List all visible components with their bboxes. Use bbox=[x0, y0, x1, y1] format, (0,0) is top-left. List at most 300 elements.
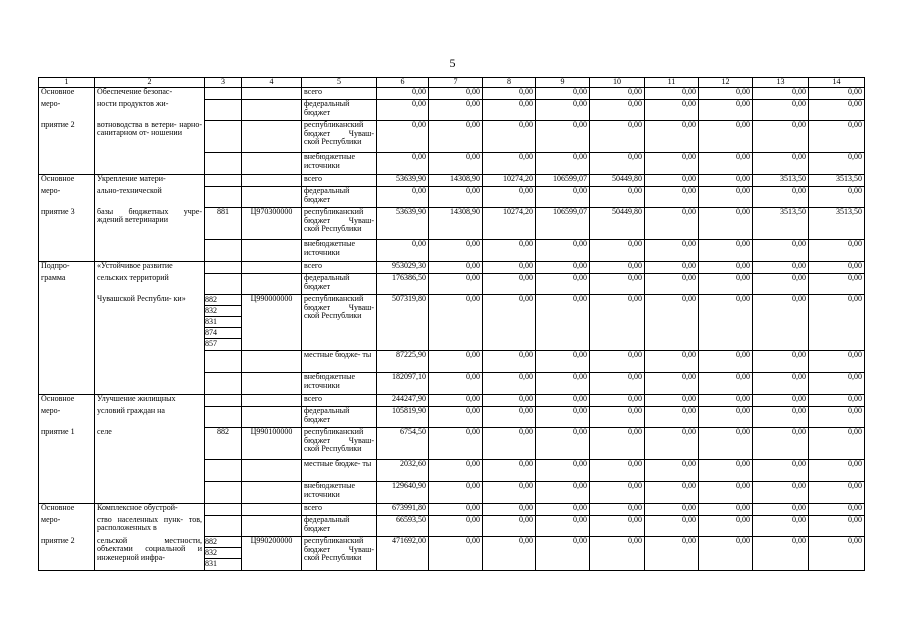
event-name-cell: вотноводства в ветери- нарно-санитарном от- ношении bbox=[95, 121, 205, 153]
value-cell: 0,00 bbox=[590, 295, 645, 351]
event-type-cell bbox=[39, 460, 95, 482]
value-cell: 176386,50 bbox=[377, 274, 429, 295]
target-code-cell bbox=[242, 407, 302, 428]
value-cell: 2032,60 bbox=[377, 460, 429, 482]
value-cell: 0,00 bbox=[645, 295, 699, 351]
target-code-cell bbox=[242, 351, 302, 373]
source-cell: федеральный бюджет bbox=[302, 516, 377, 537]
event-type-cell: меро- bbox=[39, 187, 95, 208]
source-cell: федеральный бюджет bbox=[302, 100, 377, 121]
code-cell bbox=[205, 274, 242, 295]
value-cell: 0,00 bbox=[483, 428, 536, 460]
source-cell: федеральный бюджет bbox=[302, 274, 377, 295]
value-cell: 0,00 bbox=[645, 482, 699, 504]
value-cell: 0,00 bbox=[699, 295, 753, 351]
code-cell bbox=[205, 187, 242, 208]
value-cell: 0,00 bbox=[483, 100, 536, 121]
source-cell: всего bbox=[302, 175, 377, 187]
code-cell bbox=[205, 88, 242, 100]
target-code-cell: Ц970300000 bbox=[242, 208, 302, 240]
value-cell: 0,00 bbox=[809, 88, 865, 100]
header-cell: 3 bbox=[205, 78, 242, 88]
code-cell bbox=[205, 121, 242, 153]
value-cell: 0,00 bbox=[699, 537, 753, 571]
value-cell: 471692,00 bbox=[377, 537, 429, 571]
event-type-cell bbox=[39, 240, 95, 262]
value-cell: 0,00 bbox=[699, 407, 753, 428]
code-cell bbox=[205, 460, 242, 482]
value-cell: 0,00 bbox=[590, 240, 645, 262]
value-cell: 0,00 bbox=[536, 504, 590, 516]
value-cell: 0,00 bbox=[809, 240, 865, 262]
value-cell: 0,00 bbox=[699, 187, 753, 208]
value-cell: 0,00 bbox=[699, 351, 753, 373]
event-name-cell: сельской местности, объектами социальной и инженерной инфра- bbox=[95, 537, 205, 571]
event-name-cell: селе bbox=[95, 428, 205, 460]
event-name-cell: Улучшение жилищных bbox=[95, 395, 205, 407]
event-type-cell: меро- bbox=[39, 100, 95, 121]
value-cell: 3513,50 bbox=[753, 175, 809, 187]
value-cell: 0,00 bbox=[753, 428, 809, 460]
value-cell: 0,00 bbox=[645, 240, 699, 262]
event-name-cell: Комплексное обустрой- bbox=[95, 504, 205, 516]
value-cell: 0,00 bbox=[483, 516, 536, 537]
value-cell: 0,00 bbox=[536, 395, 590, 407]
table-row bbox=[39, 460, 865, 482]
value-cell: 0,00 bbox=[645, 175, 699, 187]
table-row bbox=[39, 121, 865, 153]
value-cell: 0,00 bbox=[377, 187, 429, 208]
value-cell: 0,00 bbox=[536, 373, 590, 395]
value-cell: 0,00 bbox=[483, 121, 536, 153]
table-row bbox=[39, 187, 865, 208]
table-row bbox=[39, 208, 865, 240]
code-cell bbox=[205, 516, 242, 537]
table-row bbox=[39, 504, 865, 516]
target-code-cell bbox=[242, 482, 302, 504]
value-cell: 0,00 bbox=[483, 351, 536, 373]
event-name-cell: «Устойчивое развитие bbox=[95, 262, 205, 274]
value-cell: 0,00 bbox=[429, 121, 483, 153]
value-cell: 0,00 bbox=[483, 373, 536, 395]
code-value: 882 bbox=[205, 295, 241, 306]
target-code-cell bbox=[242, 460, 302, 482]
value-cell: 0,00 bbox=[429, 407, 483, 428]
value-cell: 0,00 bbox=[645, 504, 699, 516]
value-cell: 0,00 bbox=[809, 295, 865, 351]
value-cell: 0,00 bbox=[645, 153, 699, 175]
target-code-cell bbox=[242, 88, 302, 100]
source-cell: внебюджетные источники bbox=[302, 482, 377, 504]
value-cell: 10274,20 bbox=[483, 175, 536, 187]
code-cell bbox=[205, 240, 242, 262]
value-cell: 0,00 bbox=[483, 295, 536, 351]
target-code-cell bbox=[242, 504, 302, 516]
value-cell: 0,00 bbox=[699, 153, 753, 175]
event-name-cell bbox=[95, 153, 205, 175]
event-name-cell bbox=[95, 240, 205, 262]
event-type-cell: меро- bbox=[39, 516, 95, 537]
value-cell: 0,00 bbox=[809, 428, 865, 460]
header-cell: 12 bbox=[699, 78, 753, 88]
header-cell: 4 bbox=[242, 78, 302, 88]
source-cell: республиканский бюджет Чуваш- ской Республики bbox=[302, 428, 377, 460]
value-cell: 0,00 bbox=[483, 504, 536, 516]
value-cell: 0,00 bbox=[590, 121, 645, 153]
value-cell: 0,00 bbox=[429, 460, 483, 482]
value-cell: 0,00 bbox=[753, 240, 809, 262]
header-cell: 8 bbox=[483, 78, 536, 88]
event-type-cell: приятие 2 bbox=[39, 537, 95, 571]
value-cell: 129640,90 bbox=[377, 482, 429, 504]
value-cell: 0,00 bbox=[483, 537, 536, 571]
value-cell: 0,00 bbox=[536, 295, 590, 351]
value-cell: 0,00 bbox=[645, 537, 699, 571]
table-row bbox=[39, 153, 865, 175]
value-cell: 507319,80 bbox=[377, 295, 429, 351]
table-row bbox=[39, 351, 865, 373]
event-name-cell bbox=[95, 482, 205, 504]
table-row bbox=[39, 88, 865, 100]
target-code-cell bbox=[242, 274, 302, 295]
code-cell bbox=[205, 262, 242, 274]
value-cell: 0,00 bbox=[536, 351, 590, 373]
value-cell: 105819,90 bbox=[377, 407, 429, 428]
value-cell: 53639,90 bbox=[377, 175, 429, 187]
value-cell: 0,00 bbox=[699, 428, 753, 460]
target-code-cell bbox=[242, 516, 302, 537]
value-cell: 0,00 bbox=[590, 373, 645, 395]
value-cell: 0,00 bbox=[699, 100, 753, 121]
source-cell: местные бюдже- ты bbox=[302, 460, 377, 482]
target-code-cell bbox=[242, 175, 302, 187]
table-row bbox=[39, 262, 865, 274]
target-code-cell bbox=[242, 240, 302, 262]
value-cell: 0,00 bbox=[590, 187, 645, 208]
value-cell: 0,00 bbox=[429, 88, 483, 100]
value-cell: 0,00 bbox=[536, 516, 590, 537]
value-cell: 244247,90 bbox=[377, 395, 429, 407]
event-name-cell: базы бюджетных учре- ждений ветеринарии bbox=[95, 208, 205, 240]
source-cell: республиканский бюджет Чуваш- ской Республики bbox=[302, 295, 377, 351]
value-cell: 0,00 bbox=[699, 504, 753, 516]
event-type-cell bbox=[39, 153, 95, 175]
value-cell: 0,00 bbox=[809, 516, 865, 537]
target-code-cell bbox=[242, 373, 302, 395]
code-cell bbox=[205, 351, 242, 373]
event-name-cell: ство населенных пунк- тов, расположенных в bbox=[95, 516, 205, 537]
code-cell bbox=[205, 175, 242, 187]
value-cell: 0,00 bbox=[753, 373, 809, 395]
table-row bbox=[39, 395, 865, 407]
value-cell: 0,00 bbox=[645, 516, 699, 537]
value-cell: 0,00 bbox=[377, 100, 429, 121]
value-cell: 0,00 bbox=[536, 262, 590, 274]
value-cell: 0,00 bbox=[645, 428, 699, 460]
event-type-cell bbox=[39, 295, 95, 351]
event-type-cell: приятие 2 bbox=[39, 121, 95, 153]
event-name-cell bbox=[95, 351, 205, 373]
value-cell: 0,00 bbox=[809, 460, 865, 482]
value-cell: 14308,90 bbox=[429, 175, 483, 187]
value-cell: 0,00 bbox=[429, 482, 483, 504]
value-cell: 0,00 bbox=[536, 482, 590, 504]
value-cell: 953029,30 bbox=[377, 262, 429, 274]
value-cell: 0,00 bbox=[645, 351, 699, 373]
value-cell: 0,00 bbox=[590, 428, 645, 460]
value-cell: 0,00 bbox=[645, 407, 699, 428]
event-type-cell: Основное bbox=[39, 395, 95, 407]
value-cell: 0,00 bbox=[753, 482, 809, 504]
value-cell: 182097,10 bbox=[377, 373, 429, 395]
table-row bbox=[39, 373, 865, 395]
budget-table bbox=[38, 77, 865, 571]
value-cell: 0,00 bbox=[753, 295, 809, 351]
table-row bbox=[39, 516, 865, 537]
value-cell: 0,00 bbox=[483, 240, 536, 262]
value-cell: 0,00 bbox=[590, 516, 645, 537]
value-cell: 0,00 bbox=[699, 175, 753, 187]
value-cell: 0,00 bbox=[590, 262, 645, 274]
value-cell: 0,00 bbox=[753, 504, 809, 516]
event-type-cell: приятие 3 bbox=[39, 208, 95, 240]
event-type-cell: приятие 1 bbox=[39, 428, 95, 460]
value-cell: 0,00 bbox=[753, 460, 809, 482]
value-cell: 0,00 bbox=[645, 262, 699, 274]
event-type-cell bbox=[39, 373, 95, 395]
value-cell: 673991,80 bbox=[377, 504, 429, 516]
header-cell: 7 bbox=[429, 78, 483, 88]
source-cell: федеральный бюджет bbox=[302, 187, 377, 208]
value-cell: 0,00 bbox=[809, 187, 865, 208]
value-cell: 106599,07 bbox=[536, 175, 590, 187]
header-cell: 2 bbox=[95, 78, 205, 88]
table-row bbox=[39, 274, 865, 295]
value-cell: 0,00 bbox=[645, 373, 699, 395]
value-cell: 0,00 bbox=[429, 153, 483, 175]
value-cell: 0,00 bbox=[536, 274, 590, 295]
code-cell: 882 bbox=[205, 428, 242, 460]
value-cell: 0,00 bbox=[753, 262, 809, 274]
value-cell: 0,00 bbox=[590, 460, 645, 482]
code-cell bbox=[205, 153, 242, 175]
event-name-cell: Обеспечение безопас- bbox=[95, 88, 205, 100]
value-cell: 50449,80 bbox=[590, 175, 645, 187]
value-cell: 0,00 bbox=[590, 100, 645, 121]
value-cell: 66593,50 bbox=[377, 516, 429, 537]
code-value: 832 bbox=[205, 306, 241, 317]
code-value: 882 bbox=[205, 537, 241, 548]
header-cell: 13 bbox=[753, 78, 809, 88]
value-cell: 0,00 bbox=[645, 121, 699, 153]
value-cell: 0,00 bbox=[483, 395, 536, 407]
source-cell: всего bbox=[302, 395, 377, 407]
value-cell: 0,00 bbox=[429, 274, 483, 295]
table-row bbox=[39, 240, 865, 262]
value-cell: 0,00 bbox=[429, 504, 483, 516]
value-cell: 0,00 bbox=[590, 407, 645, 428]
value-cell: 0,00 bbox=[590, 395, 645, 407]
source-cell: всего bbox=[302, 88, 377, 100]
value-cell: 0,00 bbox=[536, 88, 590, 100]
value-cell: 6754,50 bbox=[377, 428, 429, 460]
value-cell: 0,00 bbox=[536, 153, 590, 175]
value-cell: 0,00 bbox=[809, 407, 865, 428]
value-cell: 0,00 bbox=[645, 460, 699, 482]
code-value: 831 bbox=[205, 559, 217, 568]
code-cell bbox=[205, 504, 242, 516]
value-cell: 0,00 bbox=[536, 460, 590, 482]
value-cell: 0,00 bbox=[645, 187, 699, 208]
value-cell: 0,00 bbox=[699, 240, 753, 262]
source-cell: федеральный бюджет bbox=[302, 407, 377, 428]
value-cell: 0,00 bbox=[809, 153, 865, 175]
code-value: 832 bbox=[205, 548, 241, 559]
value-cell: 3513,50 bbox=[809, 175, 865, 187]
source-cell: республиканский бюджет Чуваш- ской Республики bbox=[302, 121, 377, 153]
value-cell: 0,00 bbox=[536, 240, 590, 262]
value-cell: 14308,90 bbox=[429, 208, 483, 240]
value-cell: 0,00 bbox=[645, 208, 699, 240]
value-cell: 0,00 bbox=[809, 274, 865, 295]
event-type-cell: грамма bbox=[39, 274, 95, 295]
header-cell: 10 bbox=[590, 78, 645, 88]
value-cell: 0,00 bbox=[699, 516, 753, 537]
value-cell: 0,00 bbox=[753, 537, 809, 571]
value-cell: 0,00 bbox=[483, 88, 536, 100]
value-cell: 0,00 bbox=[753, 153, 809, 175]
table-row bbox=[39, 100, 865, 121]
table-row bbox=[39, 482, 865, 504]
source-cell: местные бюдже- ты bbox=[302, 351, 377, 373]
value-cell: 87225,90 bbox=[377, 351, 429, 373]
event-type-cell: меро- bbox=[39, 407, 95, 428]
event-name-cell bbox=[95, 460, 205, 482]
header-cell: 9 bbox=[536, 78, 590, 88]
code-cell bbox=[205, 373, 242, 395]
value-cell: 0,00 bbox=[429, 428, 483, 460]
value-cell: 0,00 bbox=[809, 395, 865, 407]
value-cell: 0,00 bbox=[809, 100, 865, 121]
event-type-cell: Основное bbox=[39, 175, 95, 187]
target-code-cell: Ц990200000 bbox=[242, 537, 302, 571]
value-cell: 0,00 bbox=[590, 482, 645, 504]
value-cell: 0,00 bbox=[753, 274, 809, 295]
value-cell: 0,00 bbox=[699, 88, 753, 100]
value-cell: 0,00 bbox=[590, 351, 645, 373]
value-cell: 0,00 bbox=[753, 88, 809, 100]
event-name-cell: Укрепление матери- bbox=[95, 175, 205, 187]
source-cell: республиканский бюджет Чуваш- ской Республики bbox=[302, 537, 377, 571]
value-cell: 0,00 bbox=[753, 516, 809, 537]
value-cell: 0,00 bbox=[429, 516, 483, 537]
value-cell: 0,00 bbox=[536, 407, 590, 428]
value-cell: 106599,07 bbox=[536, 208, 590, 240]
value-cell: 0,00 bbox=[429, 240, 483, 262]
value-cell: 0,00 bbox=[753, 407, 809, 428]
value-cell: 0,00 bbox=[429, 262, 483, 274]
source-cell: всего bbox=[302, 504, 377, 516]
value-cell: 0,00 bbox=[699, 208, 753, 240]
source-cell: республиканский бюджет Чуваш- ской Республики bbox=[302, 208, 377, 240]
value-cell: 0,00 bbox=[429, 100, 483, 121]
value-cell: 0,00 bbox=[699, 395, 753, 407]
source-cell: внебюджетные источники bbox=[302, 153, 377, 175]
header-cell: 11 bbox=[645, 78, 699, 88]
value-cell: 0,00 bbox=[753, 121, 809, 153]
value-cell: 0,00 bbox=[809, 537, 865, 571]
value-cell: 0,00 bbox=[483, 482, 536, 504]
value-cell: 0,00 bbox=[809, 504, 865, 516]
header-cell: 5 bbox=[302, 78, 377, 88]
value-cell: 50449,80 bbox=[590, 208, 645, 240]
value-cell: 0,00 bbox=[645, 88, 699, 100]
code-cell bbox=[205, 482, 242, 504]
event-type-cell: Основное bbox=[39, 504, 95, 516]
value-cell: 0,00 bbox=[536, 428, 590, 460]
table-row bbox=[39, 175, 865, 187]
value-cell: 10274,20 bbox=[483, 208, 536, 240]
value-cell: 0,00 bbox=[753, 395, 809, 407]
value-cell: 0,00 bbox=[645, 100, 699, 121]
value-cell: 0,00 bbox=[645, 395, 699, 407]
value-cell: 0,00 bbox=[809, 482, 865, 504]
target-code-cell bbox=[242, 153, 302, 175]
code-cell bbox=[205, 100, 242, 121]
value-cell: 0,00 bbox=[699, 262, 753, 274]
value-cell: 3513,50 bbox=[753, 208, 809, 240]
value-cell: 0,00 bbox=[429, 537, 483, 571]
value-cell: 0,00 bbox=[590, 504, 645, 516]
target-code-cell: Ц990000000 bbox=[242, 295, 302, 351]
value-cell: 0,00 bbox=[536, 187, 590, 208]
code-cell bbox=[205, 407, 242, 428]
header-cell: 1 bbox=[39, 78, 95, 88]
value-cell: 0,00 bbox=[699, 482, 753, 504]
event-name-cell: ально-технической bbox=[95, 187, 205, 208]
event-type-cell: Основное bbox=[39, 88, 95, 100]
value-cell: 0,00 bbox=[590, 537, 645, 571]
value-cell: 0,00 bbox=[429, 187, 483, 208]
target-code-cell bbox=[242, 121, 302, 153]
table-row bbox=[39, 407, 865, 428]
page-number: 5 bbox=[449, 56, 456, 70]
source-cell: всего bbox=[302, 262, 377, 274]
value-cell: 0,00 bbox=[483, 407, 536, 428]
value-cell: 0,00 bbox=[645, 274, 699, 295]
code-cell bbox=[205, 295, 242, 351]
source-cell: внебюджетные источники bbox=[302, 373, 377, 395]
value-cell: 0,00 bbox=[483, 187, 536, 208]
source-cell: внебюджетные источники bbox=[302, 240, 377, 262]
table-row bbox=[39, 537, 865, 571]
code-cell bbox=[205, 395, 242, 407]
value-cell: 0,00 bbox=[699, 460, 753, 482]
code-value: 874 bbox=[205, 328, 241, 339]
event-type-cell bbox=[39, 482, 95, 504]
event-type-cell: Подпро- bbox=[39, 262, 95, 274]
value-cell: 0,00 bbox=[483, 274, 536, 295]
table-row bbox=[39, 295, 865, 351]
event-type-cell bbox=[39, 351, 95, 373]
value-cell: 0,00 bbox=[536, 100, 590, 121]
header-cell: 6 bbox=[377, 78, 429, 88]
value-cell: 0,00 bbox=[377, 88, 429, 100]
target-code-cell bbox=[242, 262, 302, 274]
value-cell: 0,00 bbox=[590, 274, 645, 295]
value-cell: 0,00 bbox=[429, 295, 483, 351]
code-value: 857 bbox=[205, 339, 217, 348]
